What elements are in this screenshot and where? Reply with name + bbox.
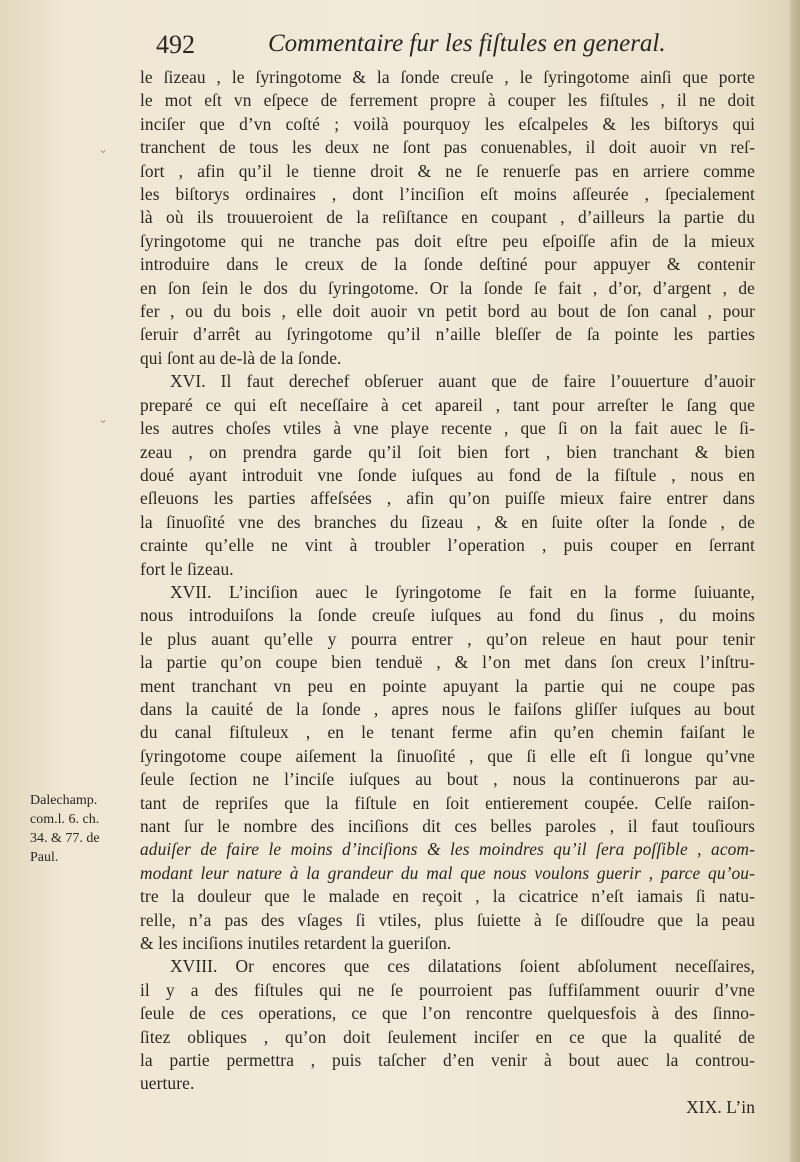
text-line: la partie qu’on coupe bien tenduë , & l’on met dans ſon creux l’inſtru- [140, 652, 755, 673]
running-title: Commentaire fur les fiſtules en general. [268, 30, 666, 57]
text-line: ſyringotome coupe aiſement la ſinuoſité , que ſi elle eſt ſi longue qu’vne [140, 745, 755, 766]
text-line: la ſinuoſité vne des branches du ſizeau , & en ſuite oſter la ſonde , de [140, 511, 755, 532]
text-line: fort le ſizeau. [140, 558, 234, 579]
text-line: dans la cauité de la ſonde , apres nous le faiſons gliſſer iuſques au bout [140, 698, 755, 719]
text-line: ſeruir d’arrêt au ſyringotome qu’il n’aille bleſſer de ſa pointe les parties [140, 324, 755, 345]
page-header [156, 30, 756, 64]
margin-tick-mark: ⌄ [98, 412, 109, 426]
text-line: inciſer que d’vn coſté ; voilà pourquoy les eſcalpeles & les biſtorys qui [140, 113, 755, 134]
section-heading-line: XVIII. Or encores que ces dilatations ſoient abſolument neceſſaires, [170, 956, 755, 977]
text-line: en ſon ſein le dos du ſyringotome. Or la ſonde ſe fait , d’or, d’argent , de [140, 277, 755, 298]
text-line: relle, n’a pas des vſages ſi vtiles, plus ſuiette à ſe diſſoudre que la peau [140, 909, 755, 930]
quotation-line: modant leur nature à la grandeur du mal que nous voulons guerir , parce qu’ou- [140, 862, 755, 883]
text-line: le ſizeau , le ſyringotome & la ſonde creuſe , le ſyringotome ainſi que porte [140, 67, 755, 87]
text-line: il y a des fiſtules qui ne ſe pourroient pas ſuffiſamment ouurir d’vne [140, 979, 755, 1000]
body-text [140, 66, 755, 1119]
text-line: nous introduiſons la ſonde creuſe iuſques au fond du ſinus , du moins [140, 605, 755, 626]
text-line: le plus auant qu’elle y pourra entrer , qu’on releue en haut pour tenir [140, 628, 755, 649]
text-line: & les inciſions inutiles retardent la gueriſon. [140, 933, 452, 954]
section-heading-line: XVI. Il faut derechef obſeruer auant que de faire l’ouuerture d’auoir [170, 371, 755, 392]
margin-tick-mark: ⌄ [98, 142, 109, 156]
text-line: tant de repriſes que la fiſtule en ſoit entierement coupée. Celſe raiſon- [140, 792, 755, 813]
margin-note [30, 791, 140, 867]
text-line: la partie permettra , puis taſcher d’en venir à bout auec la controu- [140, 1050, 755, 1071]
text-line: eſleuons les parties affeſsées , afin qu’on puiſſe mieux faire entrer dans [140, 488, 755, 509]
text-line: qui ſont au de-là de la ſonde. [140, 347, 342, 368]
text-line: les biſtorys ordinaires , dont l’inciſion eſt moins aſſeurée , ſpecialement [140, 184, 755, 205]
text-line: zeau , on prendra garde qu’il ſoit bien fort , bien tranchant & bien [140, 441, 755, 462]
text-line: doué ayant introduit vne ſonde iuſques au fond de la fiſtule , nous en [140, 464, 755, 485]
text-line: le mot eſt vn eſpece de ferrement propre à couper les fiſtules , il ne doit [140, 90, 755, 111]
page-spine-shadow [790, 0, 800, 1162]
page-number: 492 [156, 30, 195, 59]
text-line: ſort , afin qu’il le tienne droit & ne ſe renuerſe pas en arriere comme [140, 160, 755, 181]
text-line: crainte qu’elle ne vint à troubler l’operation , puis couper en ſerrant [140, 535, 755, 556]
text-line: ſyringotome qui ne tranche pas doit eſtre peu eſpoiſſe afin de la mieux [140, 230, 755, 251]
text-line: ſeule ſection ne l’inciſe iuſques au bout , nous la continuerons par au- [140, 769, 755, 790]
quotation-line: aduiſer de faire le moins d’inciſions & les moindres qu’il ſera poſſible , acom- [140, 839, 755, 860]
text-line: ſeule de ces operations, ce que l’on rencontre quelquesfois à des ſinno- [140, 1003, 755, 1024]
margin-note-line: 34. & 77. de [30, 831, 100, 846]
text-line: tre la douleur que le malade en reçoit , la cicatrice n’eſt iamais ſi natu- [140, 886, 755, 907]
text-line: ment tranchant vn peu en pointe apuyant la partie qui ne coupe pas [140, 675, 755, 696]
margin-note-line: Dalechamp. [30, 793, 98, 808]
margin-note-line: com.l. 6. ch. [30, 812, 100, 827]
text-line: là où ils trouueroient de la reſiſtance en coupant , d’ailleurs la partie du [140, 207, 755, 228]
text-line: introduire dans le creux de la ſonde deſtiné pour appuyer & contenir [140, 254, 755, 275]
text-line: uerture. [140, 1073, 195, 1094]
text-line: fer , ou du bois , elle doit auoir vn petit bord au bout de ſon canal , pour [140, 301, 755, 322]
text-line: tranchent de tous les deux ne ſont pas conuenables, il doit auoir vn reſ- [140, 137, 755, 158]
text-line: du canal fiſtuleux , en le tenant ferme afin qu’en chemin faiſant le [140, 722, 755, 743]
margin-note-line: Paul. [30, 850, 59, 865]
text-line: les autres choſes vtiles à vne playe recente , que ſi on la fait auec le ſi- [140, 418, 755, 439]
text-line: preparé ce qui eſt neceſſaire à cet apareil , tant pour arreſter le ſang que [140, 394, 755, 415]
section-heading-line: XVII. L’inciſion auec le ſyringotome ſe fait en la forme ſuiuante, [170, 581, 755, 602]
text-line: ſitez obliques , qu’on doit ſeulement inciſer en ce que la qualité de [140, 1026, 755, 1047]
text-line: nant ſur le nombre des inciſions dit ces belles paroles , il faut touſiours [140, 816, 755, 836]
catchword: XIX. L’in [686, 1096, 755, 1117]
